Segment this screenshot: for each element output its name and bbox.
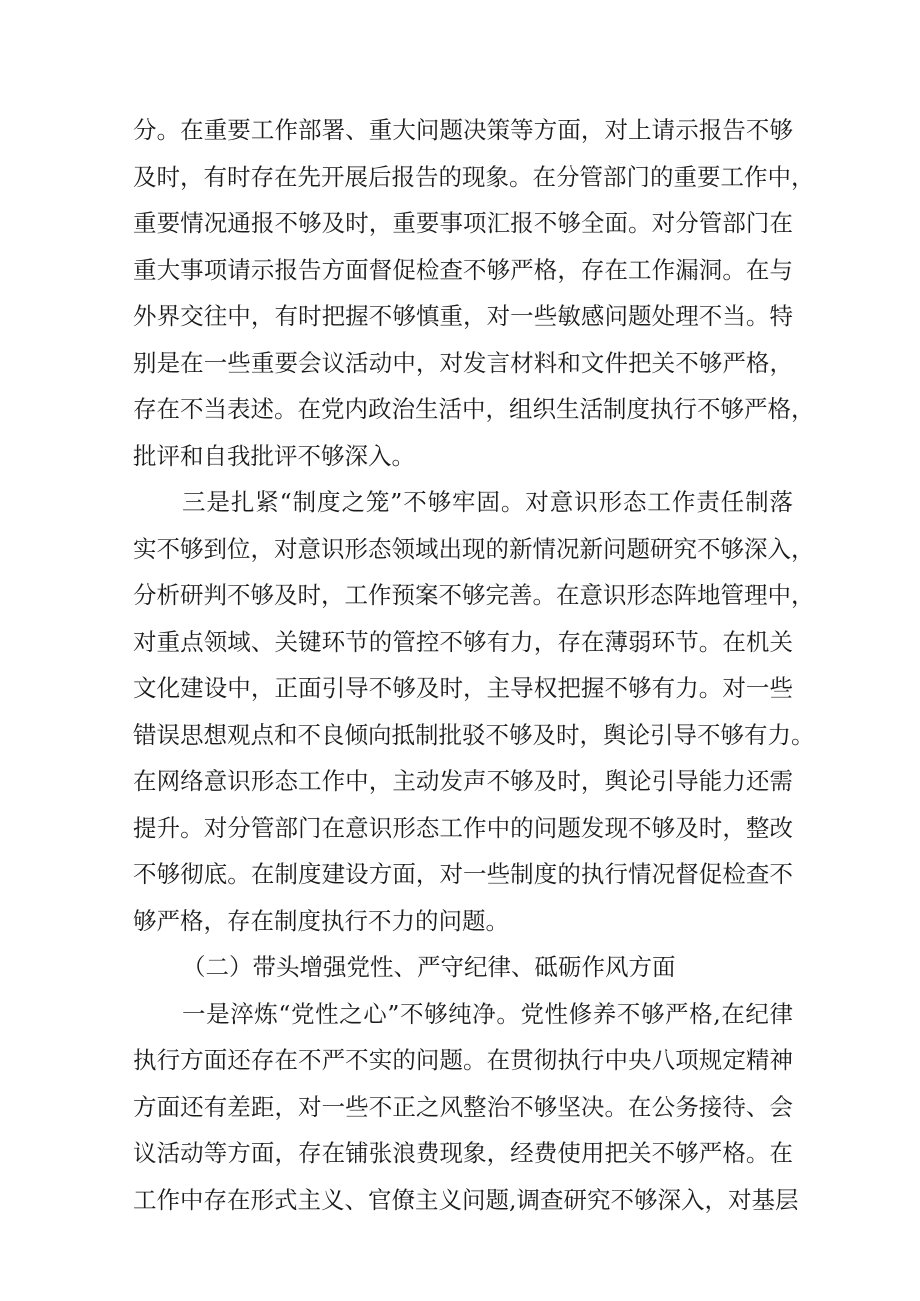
paragraph-first-line: 三是扎紧“制度之笼”不够牢固。对意识形态工作责任制落 xyxy=(182,488,793,516)
body-text-line: 外界交往中，有时把握不够慎重，对一些敏感问题处理不当。特 xyxy=(133,302,793,330)
body-text-line: 别是在一些重要会议活动中，对发言材料和文件把关不够严格， xyxy=(133,349,793,377)
body-text-line: 批评和自我批评不够深入。 xyxy=(133,442,415,470)
body-text-line: 工作中存在形式主义、官僚主义问题,调查研究不够深入，对基层 xyxy=(133,1186,799,1214)
paragraph-first-line: 一是淬炼“党性之心”不够纯净。党性修养不够严格,在纪律 xyxy=(182,1000,793,1028)
body-text-line: 提升。对分管部门在意识形态工作中的问题发现不够及时，整改 xyxy=(133,814,793,842)
body-text-line: 议活动等方面，存在铺张浪费现象，经费使用把关不够严格。在 xyxy=(133,1139,793,1167)
section-heading: （二）带头增强党性、严守纪律、砥砺作风方面 xyxy=(182,953,676,981)
body-text-line: 存在不当表述。在党内政治生活中，组织生活制度执行不够严格， xyxy=(133,395,815,423)
body-text-line: 文化建设中，正面引导不够及时，主导权把握不够有力。对一些 xyxy=(133,674,793,702)
body-text-line: 错误思想观点和不良倾向抵制批驳不够及时，舆论引导不够有力。 xyxy=(133,721,815,749)
body-text-line: 够严格，存在制度执行不力的问题。 xyxy=(133,907,509,935)
body-text-line: 及时，有时存在先开展后报告的现象。在分管部门的重要工作中， xyxy=(133,163,815,191)
body-text-line: 实不够到位，对意识形态领域出现的新情况新问题研究不够深入， xyxy=(133,535,815,563)
body-text-line: 对重点领域、关键环节的管控不够有力，存在薄弱环节。在机关 xyxy=(133,628,793,656)
body-text-line: 分。在重要工作部署、重大问题决策等方面，对上请示报告不够 xyxy=(133,116,793,144)
body-text-line: 重大事项请示报告方面督促检查不够严格，存在工作漏洞。在与 xyxy=(133,256,793,284)
body-text-line: 分析研判不够及时，工作预案不够完善。在意识形态阵地管理中， xyxy=(133,581,815,609)
body-text-line: 重要情况通报不够及时，重要事项汇报不够全面。对分管部门在 xyxy=(133,209,793,237)
body-text-line: 方面还有差距，对一些不正之风整治不够坚决。在公务接待、会 xyxy=(133,1093,793,1121)
body-text-line: 执行方面还存在不严不实的问题。在贯彻执行中央八项规定精神 xyxy=(133,1046,793,1074)
body-text-line: 在网络意识形态工作中，主动发声不够及时，舆论引导能力还需 xyxy=(133,767,793,795)
body-text-line: 不够彻底。在制度建设方面，对一些制度的执行情况督促检查不 xyxy=(133,860,793,888)
